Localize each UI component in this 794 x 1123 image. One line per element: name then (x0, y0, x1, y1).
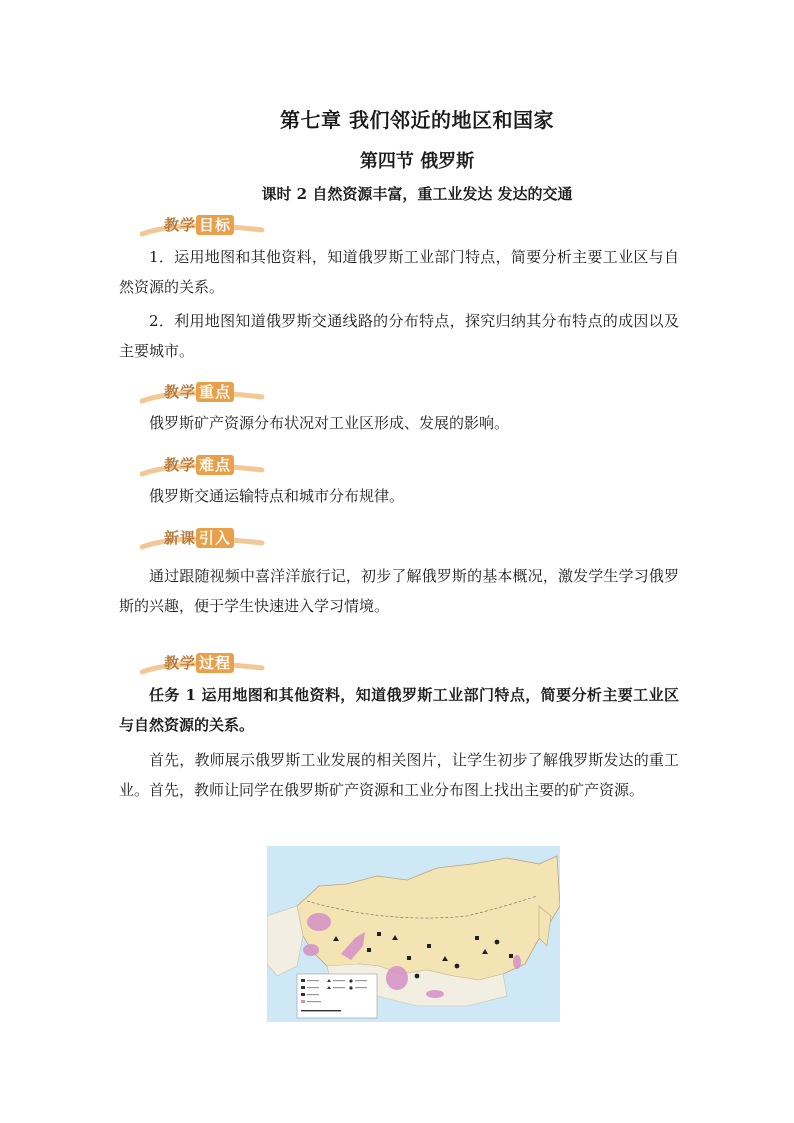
objectives-badge (140, 212, 270, 238)
badge-text: 新课 (164, 529, 197, 547)
difficulties-badge (140, 452, 270, 478)
introduction-badge (140, 525, 270, 551)
introduction-text: 通过跟随视频中喜洋洋旅行记，初步了解俄罗斯的基本概况，激发学生学习俄罗斯的兴趣，便于学生快速进入学习情境。 (119, 567, 679, 615)
lesson-title: 课时 2 自然资源丰富，重工业发达 发达的交通 (261, 185, 573, 203)
badge-text: 教学 (164, 654, 197, 672)
badge-text: 教学 (164, 383, 197, 401)
key-points-text: 俄罗斯矿产资源分布状况对工业区形成、发展的影响。 (149, 414, 510, 432)
process-badge (140, 650, 270, 676)
chapter-title: 第七章 我们邻近的地区和国家 (280, 108, 554, 132)
task-1-heading: 任务 1 运用地图和其他资料，知道俄罗斯工业部门特点，简要分析主要工业区与自然资源的关系。 (119, 686, 679, 734)
russia-resource-industry-map (267, 846, 560, 1022)
key-points-badge (140, 379, 270, 405)
objective-item-2: 2．利用地图知道俄罗斯交通线路的分布特点，探究归纳其分布特点的成因以及主要城市。 (119, 312, 679, 360)
badge-highlight: 重点 (196, 382, 234, 402)
badge-highlight: 引入 (196, 528, 234, 548)
objective-item-1: 1．运用地图和其他资料，知道俄罗斯工业部门特点，简要分析主要工业区与自然资源的关系。 (119, 248, 679, 296)
badge-text: 教学 (164, 216, 197, 234)
badge-highlight: 难点 (196, 455, 234, 475)
section-title: 第四节 俄罗斯 (359, 151, 475, 172)
badge-highlight: 目标 (196, 215, 234, 235)
badge-highlight: 过程 (196, 653, 234, 673)
badge-text: 教学 (164, 456, 197, 474)
process-body: 首先，教师展示俄罗斯工业发展的相关图片，让学生初步了解俄罗斯发达的重工业。首先，教师让同学在俄罗斯矿产资源和工业分布图上找出主要的矿产资源。 (119, 751, 679, 799)
difficulties-text: 俄罗斯交通运输特点和城市分布规律。 (149, 487, 405, 505)
